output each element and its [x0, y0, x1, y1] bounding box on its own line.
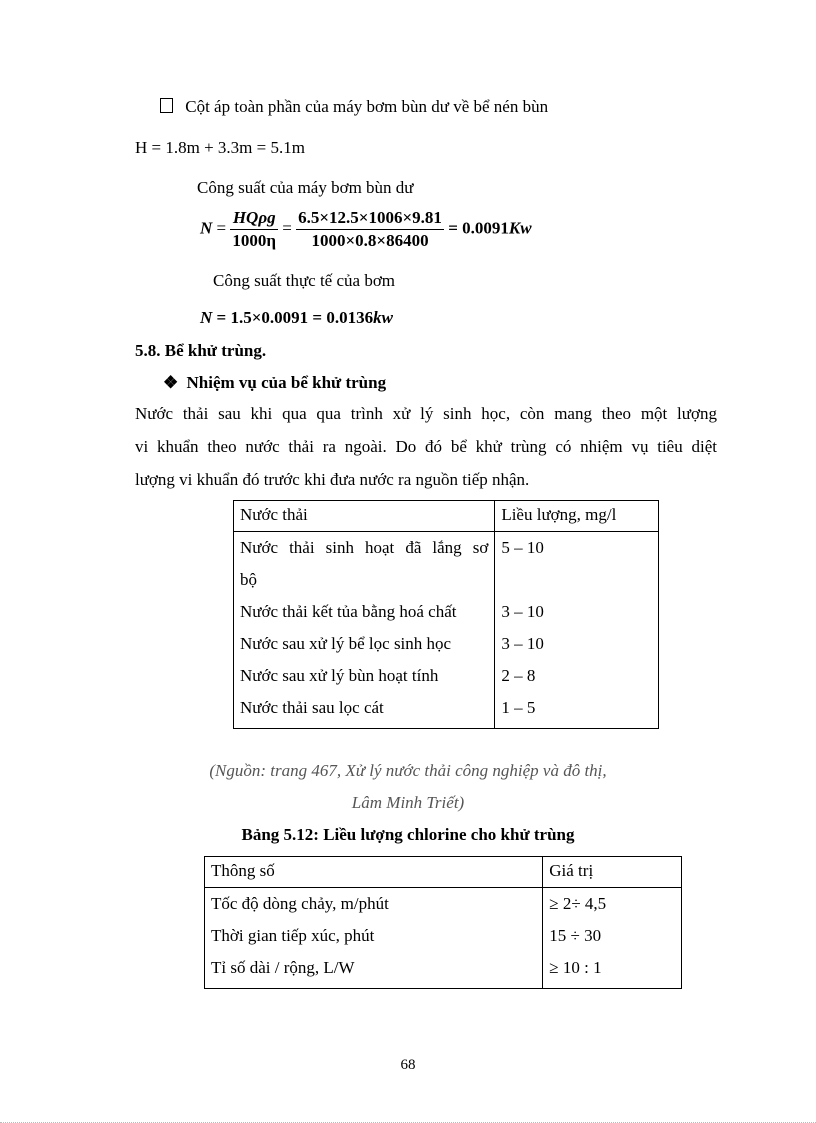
- dosage-table: [233, 500, 659, 729]
- paragraph-line-3: lượng vi khuẩn đó trước khi đưa nước ra nguồn tiếp nhận.: [135, 470, 530, 489]
- symbolic-numerator: HQρg: [232, 208, 276, 227]
- diamond-bullet-icon: ❖: [163, 373, 179, 392]
- actual-power-formula: [200, 308, 393, 328]
- table-cell: [495, 564, 659, 596]
- table-cell: 2 – 8: [495, 660, 659, 692]
- table-cell: Thời gian tiếp xúc, phút: [205, 920, 543, 952]
- numeric-denominator: 1000×0.8×86400: [311, 231, 429, 250]
- page-number: 68: [400, 1057, 416, 1073]
- table-header-cell: Nước thải: [234, 501, 495, 532]
- power-label: Công suất của máy bơm bùn dư: [197, 178, 414, 197]
- bullet-item-pump-head: [160, 97, 548, 117]
- table-header-row: [205, 857, 682, 888]
- section-heading: 5.8. Bể khử trùng.: [135, 341, 267, 360]
- source-citation-line-1: (Nguồn: trang 467, Xử lý nước thải công nghiệp và đô thị,: [209, 761, 607, 780]
- actual-power-label: Công suất thực tế của bơm: [213, 271, 396, 290]
- table-cell: Nước thải sinh hoạt đã lắng sơ: [234, 532, 495, 565]
- formula2-expr: = 1.5×0.0091 = 0.0136: [216, 308, 374, 327]
- sub-heading: [163, 373, 386, 393]
- table-cell: 1 – 5: [495, 692, 659, 729]
- symbolic-denominator: 1000η: [232, 231, 277, 250]
- table-cell: Nước sau xử lý bùn hoạt tính: [234, 660, 495, 692]
- table-cell: 15 ÷ 30: [543, 920, 682, 952]
- table-row: [234, 532, 659, 565]
- table-row: [205, 952, 682, 989]
- sub-heading-text: Nhiệm vụ của bể khử trùng: [186, 373, 387, 392]
- formula-result: = 0.0091: [448, 218, 509, 238]
- table-caption: Bảng 5.12: Liều lượng chlorine cho khử trùng: [241, 825, 575, 844]
- table-row: [205, 920, 682, 952]
- table-header-cell: Liều lượng, mg/l: [495, 501, 659, 532]
- table-cell: ≥ 2÷ 4,5: [543, 888, 682, 921]
- table-cell: 3 – 10: [495, 596, 659, 628]
- table-cell: Nước thải kết tủa bằng hoá chất: [234, 596, 495, 628]
- table-row: [234, 660, 659, 692]
- formula-unit: Kw: [508, 218, 532, 238]
- table-cell: ≥ 10 : 1: [543, 952, 682, 989]
- table-row: [234, 692, 659, 729]
- table-header-cell: Giá trị: [543, 857, 682, 888]
- table-row: [234, 564, 659, 596]
- head-equation: H = 1.8m + 3.3m = 5.1m: [135, 138, 305, 157]
- formula2-lhs: N: [200, 308, 213, 327]
- numeric-numerator: 6.5×12.5×1006×9.81: [296, 208, 444, 230]
- table-cell: Tốc độ dòng chảy, m/phút: [205, 888, 543, 921]
- numeric-fraction: [296, 208, 444, 251]
- chlorine-table: [204, 856, 682, 989]
- table-cell: 3 – 10: [495, 628, 659, 660]
- power-formula: N = $\frac{\text{HQρg}}{1000\eta}$ = $\frac{6.5\times 12.5\times 1006\times 9.81}{1000\times 0.8\times 86400}$ = 0.0091Kw: [200, 208, 532, 250]
- table-cell: bộ: [234, 564, 495, 596]
- table-header-cell: Thông số: [205, 857, 543, 888]
- bullet-marker: [160, 98, 173, 113]
- table-row: [234, 596, 659, 628]
- table-row: [205, 888, 682, 921]
- table-cell: Tỉ số dài / rộng, L/W: [205, 952, 543, 989]
- paragraph-line-2: vi khuẩn theo nước thải ra ngoài. Do đó bể khử trùng có nhiệm vụ tiêu diệt: [135, 437, 717, 456]
- table-cell: Nước sau xử lý bể lọc sinh học: [234, 628, 495, 660]
- formula2-unit: kw: [373, 308, 393, 327]
- symbolic-fraction: [230, 208, 278, 251]
- table-cell: 5 – 10: [495, 532, 659, 565]
- table-cell: Nước thải sau lọc cát: [234, 692, 495, 729]
- table-row: [234, 628, 659, 660]
- table-header-row: [234, 501, 659, 532]
- source-citation-line-2: Lâm Minh Triết): [351, 793, 465, 812]
- paragraph-line-1: Nước thải sau khi qua qua trình xử lý sinh học, còn mang theo một lượng: [135, 404, 717, 423]
- formula-lhs: N: [200, 218, 213, 238]
- bullet-text: Cột áp toàn phần của máy bơm bùn dư về bể nén bùn: [185, 97, 549, 116]
